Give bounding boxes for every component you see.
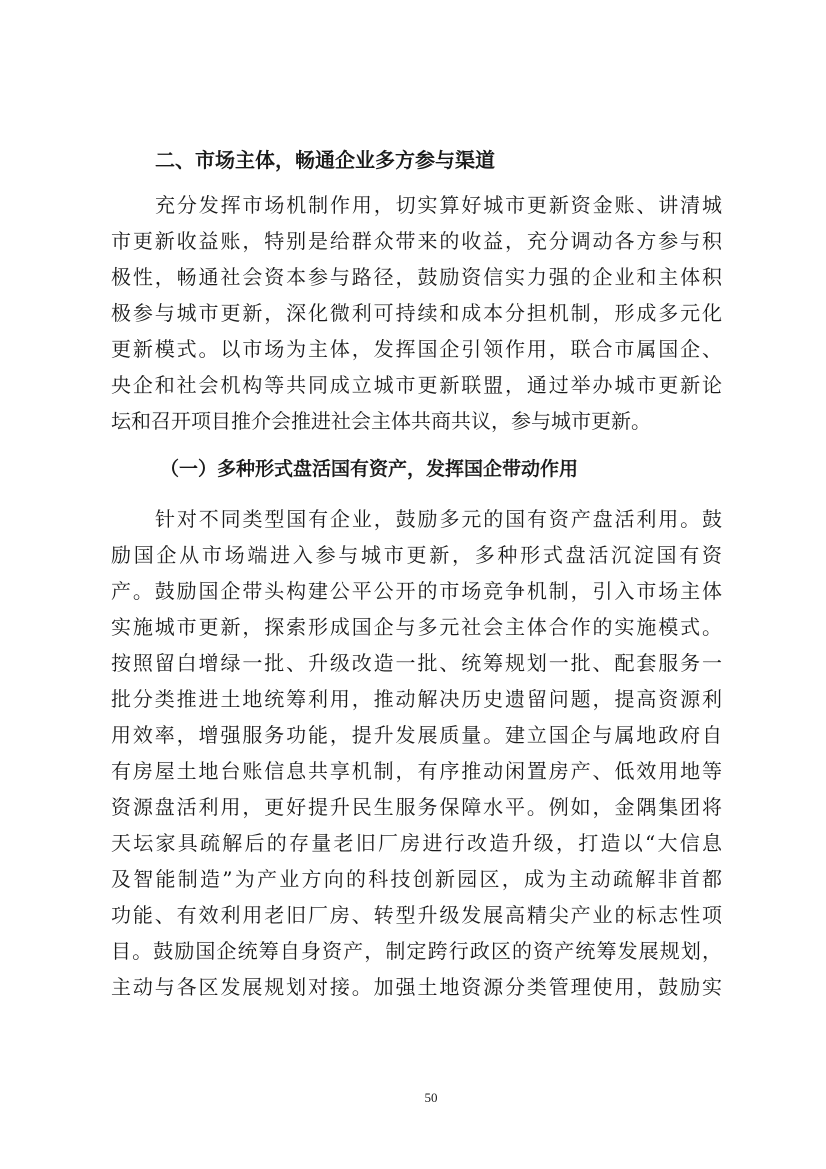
text-line: 功能、有效利用老旧厂房、转型升级发展高精尖产业的标志性项 [111, 903, 722, 927]
text-line: 产。鼓励国企带头构建公平公开的市场竞争机制，引入市场主体 [111, 579, 722, 603]
text-line: 央企和社会机构等共同成立城市更新联盟，通过举办城市更新论 [111, 373, 722, 397]
text-line: 更新模式。以市场为主体，发挥国企引领作用，联合市属国企、 [111, 337, 722, 361]
text-line: 资源盘活利用，更好提升民生服务保障水平。例如，金隅集团将 [111, 795, 722, 819]
text-line: 目。鼓励国企统筹自身资产，制定跨行政区的资产统筹发展规划， [111, 939, 722, 963]
text-line: 用效率，增强服务功能，提升发展质量。建立国企与属地政府自 [111, 723, 722, 747]
text-line: 极性，畅通社会资本参与路径，鼓励资信实力强的企业和主体积 [111, 265, 722, 289]
text-line: 针对不同类型国有企业，鼓励多元的国有资产盘活利用。鼓 [155, 507, 722, 531]
text-line: 充分发挥市场机制作用，切实算好城市更新资金账、讲清城 [155, 193, 722, 217]
text-line: 极参与城市更新，深化微利可持续和成本分担机制，形成多元化 [111, 301, 722, 325]
text-line: 实施城市更新，探索形成国企与多元社会主体合作的实施模式。 [111, 615, 722, 639]
text-line: 主动与各区发展规划对接。加强土地资源分类管理使用，鼓励实 [111, 975, 722, 999]
text-line: 坛和召开项目推介会推进社会主体共商共议，参与城市更新。 [111, 409, 651, 433]
text-line: 按照留白增绿一批、升级改造一批、统筹规划一批、配套服务一 [111, 651, 722, 675]
text-line: 天坛家具疏解后的存量老旧厂房进行改造升级，打造以“大信息 [111, 831, 722, 855]
text-line: 励国企从市场端进入参与城市更新，多种形式盘活沉淀国有资 [111, 543, 722, 567]
subsection-heading: （一）多种形式盘活国有资产，发挥国企带动作用 [160, 458, 579, 480]
text-line: 及智能制造”为产业方向的科技创新园区，成为主动疏解非首都 [111, 867, 722, 891]
text-line: 批分类推进土地统筹利用，推动解决历史遗留问题，提高资源利 [111, 687, 722, 711]
text-line: 有房屋土地台账信息共享机制，有序推动闲置房产、低效用地等 [111, 759, 722, 783]
section-heading: 二、市场主体，畅通企业多方参与渠道 [155, 148, 495, 172]
text-line: 市更新收益账，特别是给群众带来的收益，充分调动各方参与积 [111, 229, 722, 253]
page-number: 50 [424, 1090, 438, 1105]
